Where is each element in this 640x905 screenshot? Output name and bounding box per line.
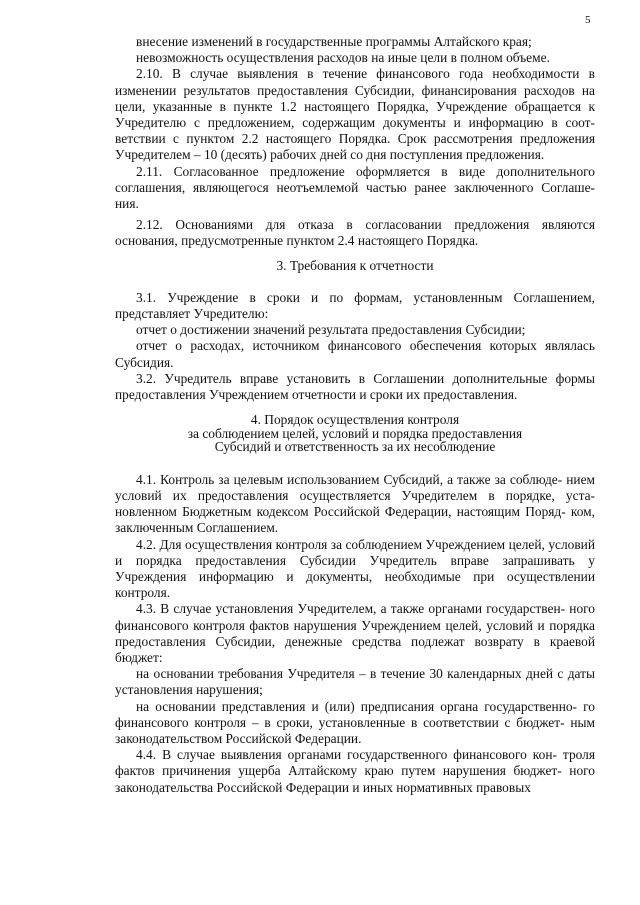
section-heading: [115, 413, 595, 454]
paragraph: 4.3. В случае установления Учредителем, а также органами государствен- ного финансового контроля фактов нарушения Учреждением целей, условий и порядка предоставления Субсидии, денежные средства подлежат возврату в краевой бюджет:: [115, 601, 595, 665]
paragraph: 2.10. В случае выявления в течение финансового года необходимости в изменении результатов предоставления Субсидии, финансирования расходов на цели, указанные в пункте 1.2 настоящего Порядка, Учреждение обращается к Учредителю с предложением, содержащим документы и информацию в соот- ветствии с пунктом 2.2 настоящего Порядка. Срок рассмотрения предложения Учредителем – 10 (десять) рабочих дней со дня поступления предложения.: [115, 66, 595, 163]
paragraph: 4.1. Контроль за целевым использованием Субсидий, а также за соблюде- нием условий их предоставления осуществляется Учредителем в порядке, уста- новленном Бюджетным кодексом Российской Федерации, настоящим Поряд- ком, заключенным Соглашением.: [115, 471, 595, 536]
paragraph: 2.11. Согласованное предложение оформляется в виде дополнительного соглашения, являющегося неотъемлемой частью ранее заключенного Соглаше- ния.: [115, 163, 595, 212]
page-number: 5: [585, 14, 591, 26]
paragraph: 4.4. В случае выявления органами государственного финансового кон- троля фактов причинения ущерба Алтайскому краю путем нарушения бюджет- ного законодательства Российской Федерации и иных нормативных правовых: [115, 747, 595, 795]
paragraph: невозможность осуществления расходов на иные цели в полном объеме.: [136, 50, 550, 66]
paragraph: внесение изменений в государственные программы Алтайского края;: [136, 34, 532, 49]
paragraph: 3.2. Учредитель вправе установить в Соглашении дополнительные формы предоставления Учреждением отчетности и сроки их предоставления.: [115, 370, 595, 403]
document-body: [115, 34, 595, 796]
section-heading-line: за соблюдением целей, условий и порядка предоставления: [187, 425, 523, 441]
section-heading-line: 4. Порядок осуществления контроля: [250, 412, 460, 428]
paragraph: на основании представления и (или) предписания органа государственно- го финансового контроля – в сроки, установленные в соответствии с бюджет- ным законодательством Российской Федерации.: [115, 698, 595, 747]
paragraph: 2.12. Основаниями для отказа в согласовании предложения являются основания, предусмотренные пунктом 2.4 настоящего Порядка.: [115, 217, 595, 249]
paragraph: на основании требования Учредителя – в течение 30 календарных дней с даты установления нарушения;: [115, 666, 595, 698]
paragraph: 4.2. Для осуществления контроля за соблюдением Учреждением целей, условий и порядка предоставления Субсидии Учредитель вправе запрашивать у Учреждения информацию и документы, необходимые при осуществлении контроля.: [115, 536, 595, 601]
section-heading-line: Субсидий и ответственность за их несоблюдение: [214, 439, 496, 455]
paragraph: отчет о достижении значений результата предоставления Субсидии;: [136, 322, 526, 338]
section-heading: 3. Требования к отчетности: [276, 257, 434, 273]
paragraph: 3.1. Учреждение в сроки и по формам, установленным Соглашением, представляет Учредителю:: [115, 289, 595, 322]
paragraph: отчет о расходах, источником финансового обеспечения которых являлась Субсидия.: [115, 338, 595, 370]
